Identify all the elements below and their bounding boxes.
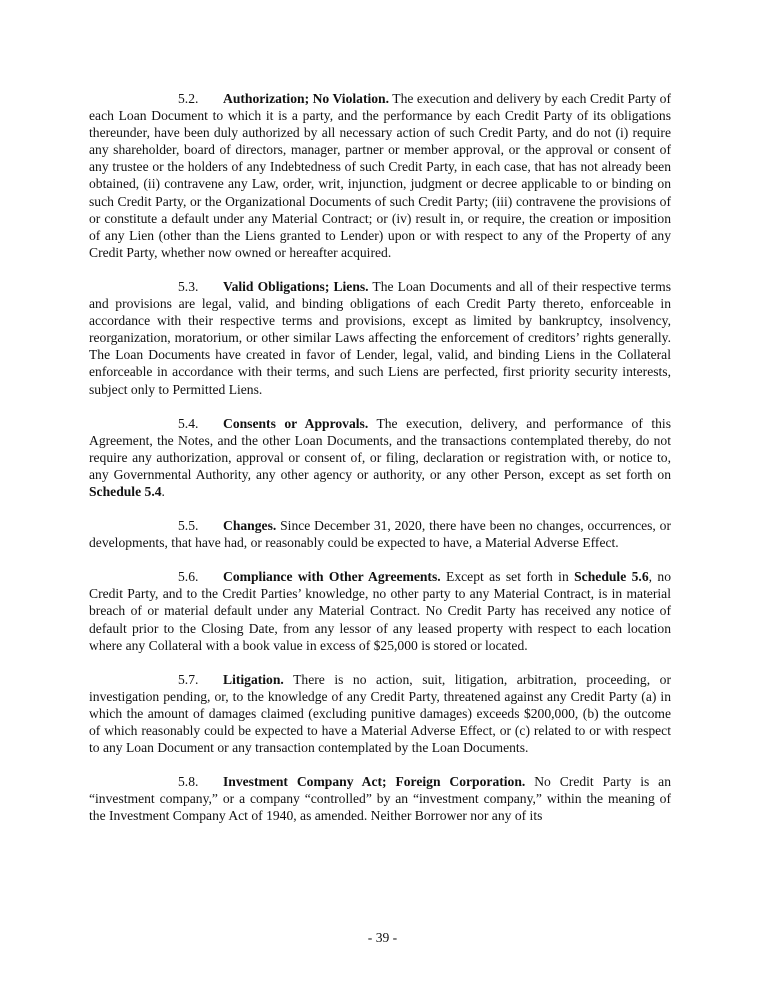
section-body-end: .: [161, 483, 165, 499]
document-page: [89, 90, 671, 841]
section-5-7: [89, 671, 671, 756]
section-body: Except as set forth in: [440, 569, 575, 585]
schedule-reference: Schedule 5.6: [574, 569, 649, 585]
schedule-reference: Schedule 5.4: [89, 483, 162, 499]
section-body-end: , no Credit Party, and to the Credit Parties’ knowledge, no other party to any Material Contract, is in material breach of or material default under any Material Contract. No Credit Party has received any notice of default prior to the Closing Date, from any lessor of any leased property with respect to each location where any Collateral with a book value in excess of $25,000 is stored or located.: [89, 569, 672, 653]
section-number: 5.3.: [178, 278, 199, 294]
section-5-4: [89, 415, 671, 500]
section-body: Since December 31, 2020, there have been no changes, occurrences, or developments, that have had, or reasonably could be expected to have, a Material Adverse Effect.: [89, 518, 671, 551]
section-body: The execution, delivery, and performance of this Agreement, the Notes, and the other Loan Documents, and the transactions contemplated thereby, do not require any authorization, approval or consent of, or filing, declaration or registration with, or notice to, any Governmental Authority, any other agency or authority, or any other Person, except as set forth on: [89, 415, 671, 482]
section-number: 5.5.: [178, 518, 199, 534]
section-5-6: [89, 568, 671, 653]
section-number: 5.6.: [178, 569, 199, 585]
section-body: The Loan Documents and all of their respective terms and provisions are legal, valid, and binding obligations of each Credit Party thereto, enforceable in accordance with their respective terms and provisions, except as limited by bankruptcy, insolvency, reorganization, moratorium, or other similar Laws affecting the enforcement of creditors’ rights generally. The Loan Documents have created in favor of Lender, legal, valid, and binding Liens in the Collateral enforceable in accordance with their terms, and such Liens are perfected, first priority security interests, subject only to Permitted Liens.: [89, 278, 671, 397]
section-5-2: [89, 90, 671, 261]
section-5-5: [89, 517, 671, 551]
section-number: 5.8.: [178, 774, 199, 790]
section-number: 5.7.: [178, 671, 199, 687]
section-body: No Credit Party is an “investment company,” or a company “controlled” by an “investment company,” within the meaning of the Investment Company Act of 1940, as amended. Neither Borrower nor any of its: [89, 774, 671, 824]
section-number: 5.2.: [178, 91, 199, 106]
section-body: There is no action, suit, litigation, arbitration, proceeding, or investigation pending, or, to the knowledge of any Credit Party, threatened against any Credit Party (a) in which the amount of damages claimed (excluding punitive damages) exceeds $200,000, (b) the outcome of which reasonably could be expected to have a Material Adverse Effect, or (c) related to or with respect to any Loan Document or any transaction contemplated by the Loan Documents.: [89, 671, 671, 756]
section-title: Consents or Approvals.: [223, 415, 369, 431]
section-title: Investment Company Act; Foreign Corporation.: [223, 774, 526, 790]
section-5-8: [89, 773, 671, 824]
section-5-3: [89, 278, 671, 398]
section-title: Compliance with Other Agreements.: [223, 569, 441, 585]
section-title: Litigation.: [223, 671, 284, 687]
section-body: The execution and delivery by each Credit Party of each Loan Document to which it is a party, and the performance by each Credit Party of its obligations thereunder, have been duly authorized by all necessary action of such Credit Party, and do not (i) require any shareholder, board of directors, manager, partner or member approval, or the approval or consent of any trustee or the holders of any Indebtedness of such Credit Party, in each case, that has not already been obtained, (ii) contravene any Law, order, writ, injunction, judgment or decree applicable to or binding on such Credit Party, or the Organizational Documents of such Credit Party; (iii) contravene the provisions of or constitute a default under any Material Contract; or (iv) result in, or require, the creation or imposition of any Lien (other than the Liens granted to Lender) upon or with respect to any of the Property of any Credit Party, whether now owned or hereafter acquired.: [89, 91, 672, 260]
section-title: Authorization; No Violation.: [223, 91, 390, 106]
section-title: Changes.: [223, 518, 277, 534]
section-title: Valid Obligations; Liens.: [223, 278, 369, 294]
section-number: 5.4.: [178, 415, 199, 431]
page-number: - 39 -: [367, 930, 398, 945]
